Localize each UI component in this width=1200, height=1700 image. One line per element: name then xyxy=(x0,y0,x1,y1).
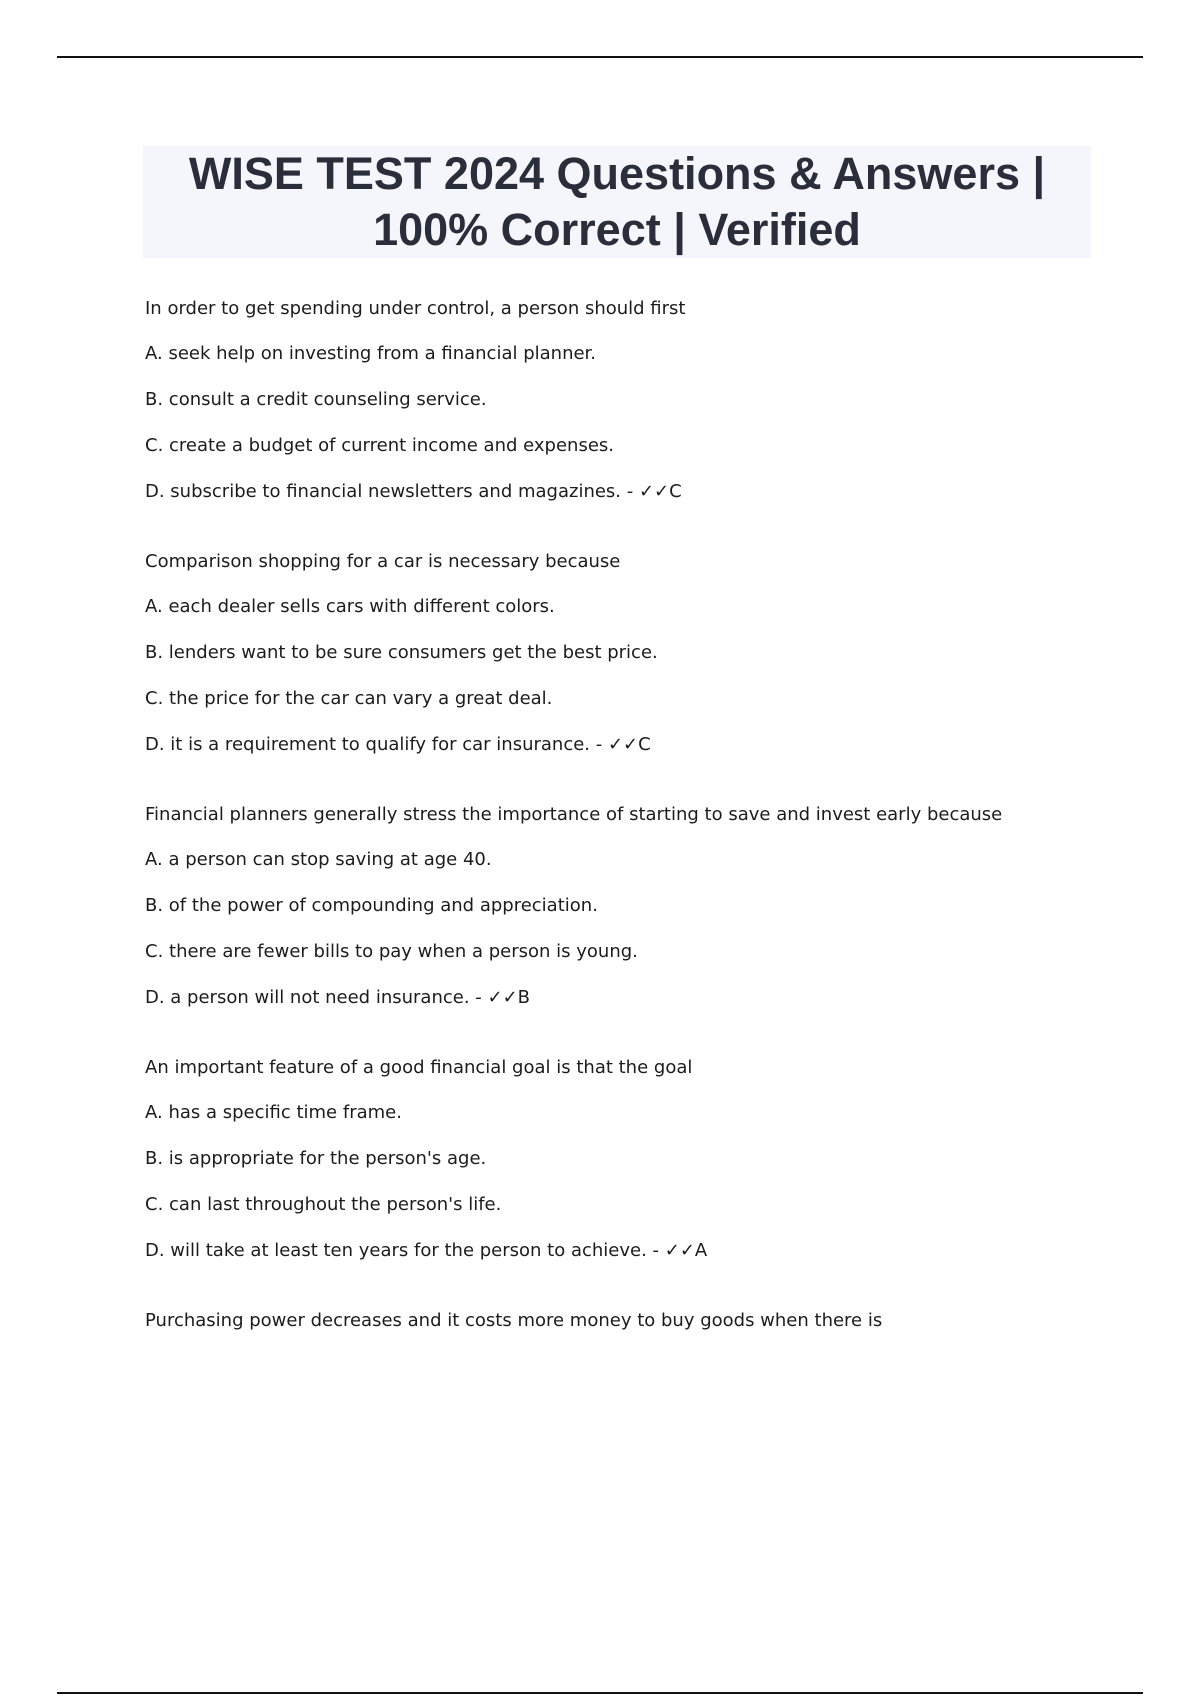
question-block-2 xyxy=(145,551,1145,756)
option-a: A. a person can stop saving at age 40. xyxy=(145,849,492,870)
title-banner xyxy=(143,146,1091,258)
question-text: An important feature of a good financial goal is that the goal xyxy=(145,1057,693,1078)
top-divider xyxy=(57,56,1143,58)
option-a: A. seek help on investing from a financial planner. xyxy=(145,343,597,364)
option-c: C. there are fewer bills to pay when a person is young. xyxy=(145,941,638,962)
option-b: B. lenders want to be sure consumers get the best price. xyxy=(145,642,658,663)
title-line-2: 100% Correct | Verified xyxy=(373,204,861,255)
question-block-5 xyxy=(145,1310,1145,1332)
option-b: B. consult a credit counseling service. xyxy=(145,389,487,410)
option-d-with-answer: D. it is a requirement to qualify for car insurance. - ✓✓C xyxy=(145,734,651,755)
option-b: B. is appropriate for the person's age. xyxy=(145,1148,487,1169)
option-c: C. create a budget of current income and expenses. xyxy=(145,435,614,456)
question-block-4 xyxy=(145,1057,1145,1262)
option-a: A. has a specific time frame. xyxy=(145,1102,402,1123)
page-title xyxy=(189,146,1045,258)
option-a: A. each dealer sells cars with different colors. xyxy=(145,596,555,617)
option-d-with-answer: D. a person will not need insurance. - ✓✓B xyxy=(145,987,531,1008)
question-block-1 xyxy=(145,298,1145,503)
option-c: C. can last throughout the person's life. xyxy=(145,1194,502,1215)
questions-list xyxy=(145,298,1145,1380)
bottom-divider xyxy=(57,1692,1143,1694)
title-line-1: WISE TEST 2024 Questions & Answers | xyxy=(188,148,1046,199)
option-b: B. of the power of compounding and appreciation. xyxy=(145,895,598,916)
option-d-with-answer: D. subscribe to financial newsletters and magazines. - ✓✓C xyxy=(145,481,682,502)
question-text: Financial planners generally stress the importance of starting to save and invest early because xyxy=(145,804,1003,825)
question-text: Purchasing power decreases and it costs more money to buy goods when there is xyxy=(145,1310,883,1331)
question-text: In order to get spending under control, a person should first xyxy=(145,298,686,319)
option-c: C. the price for the car can vary a great deal. xyxy=(145,688,553,709)
option-d-with-answer: D. will take at least ten years for the person to achieve. - ✓✓A xyxy=(145,1240,708,1261)
question-block-3 xyxy=(145,804,1145,1009)
question-text: Comparison shopping for a car is necessary because xyxy=(145,551,621,572)
